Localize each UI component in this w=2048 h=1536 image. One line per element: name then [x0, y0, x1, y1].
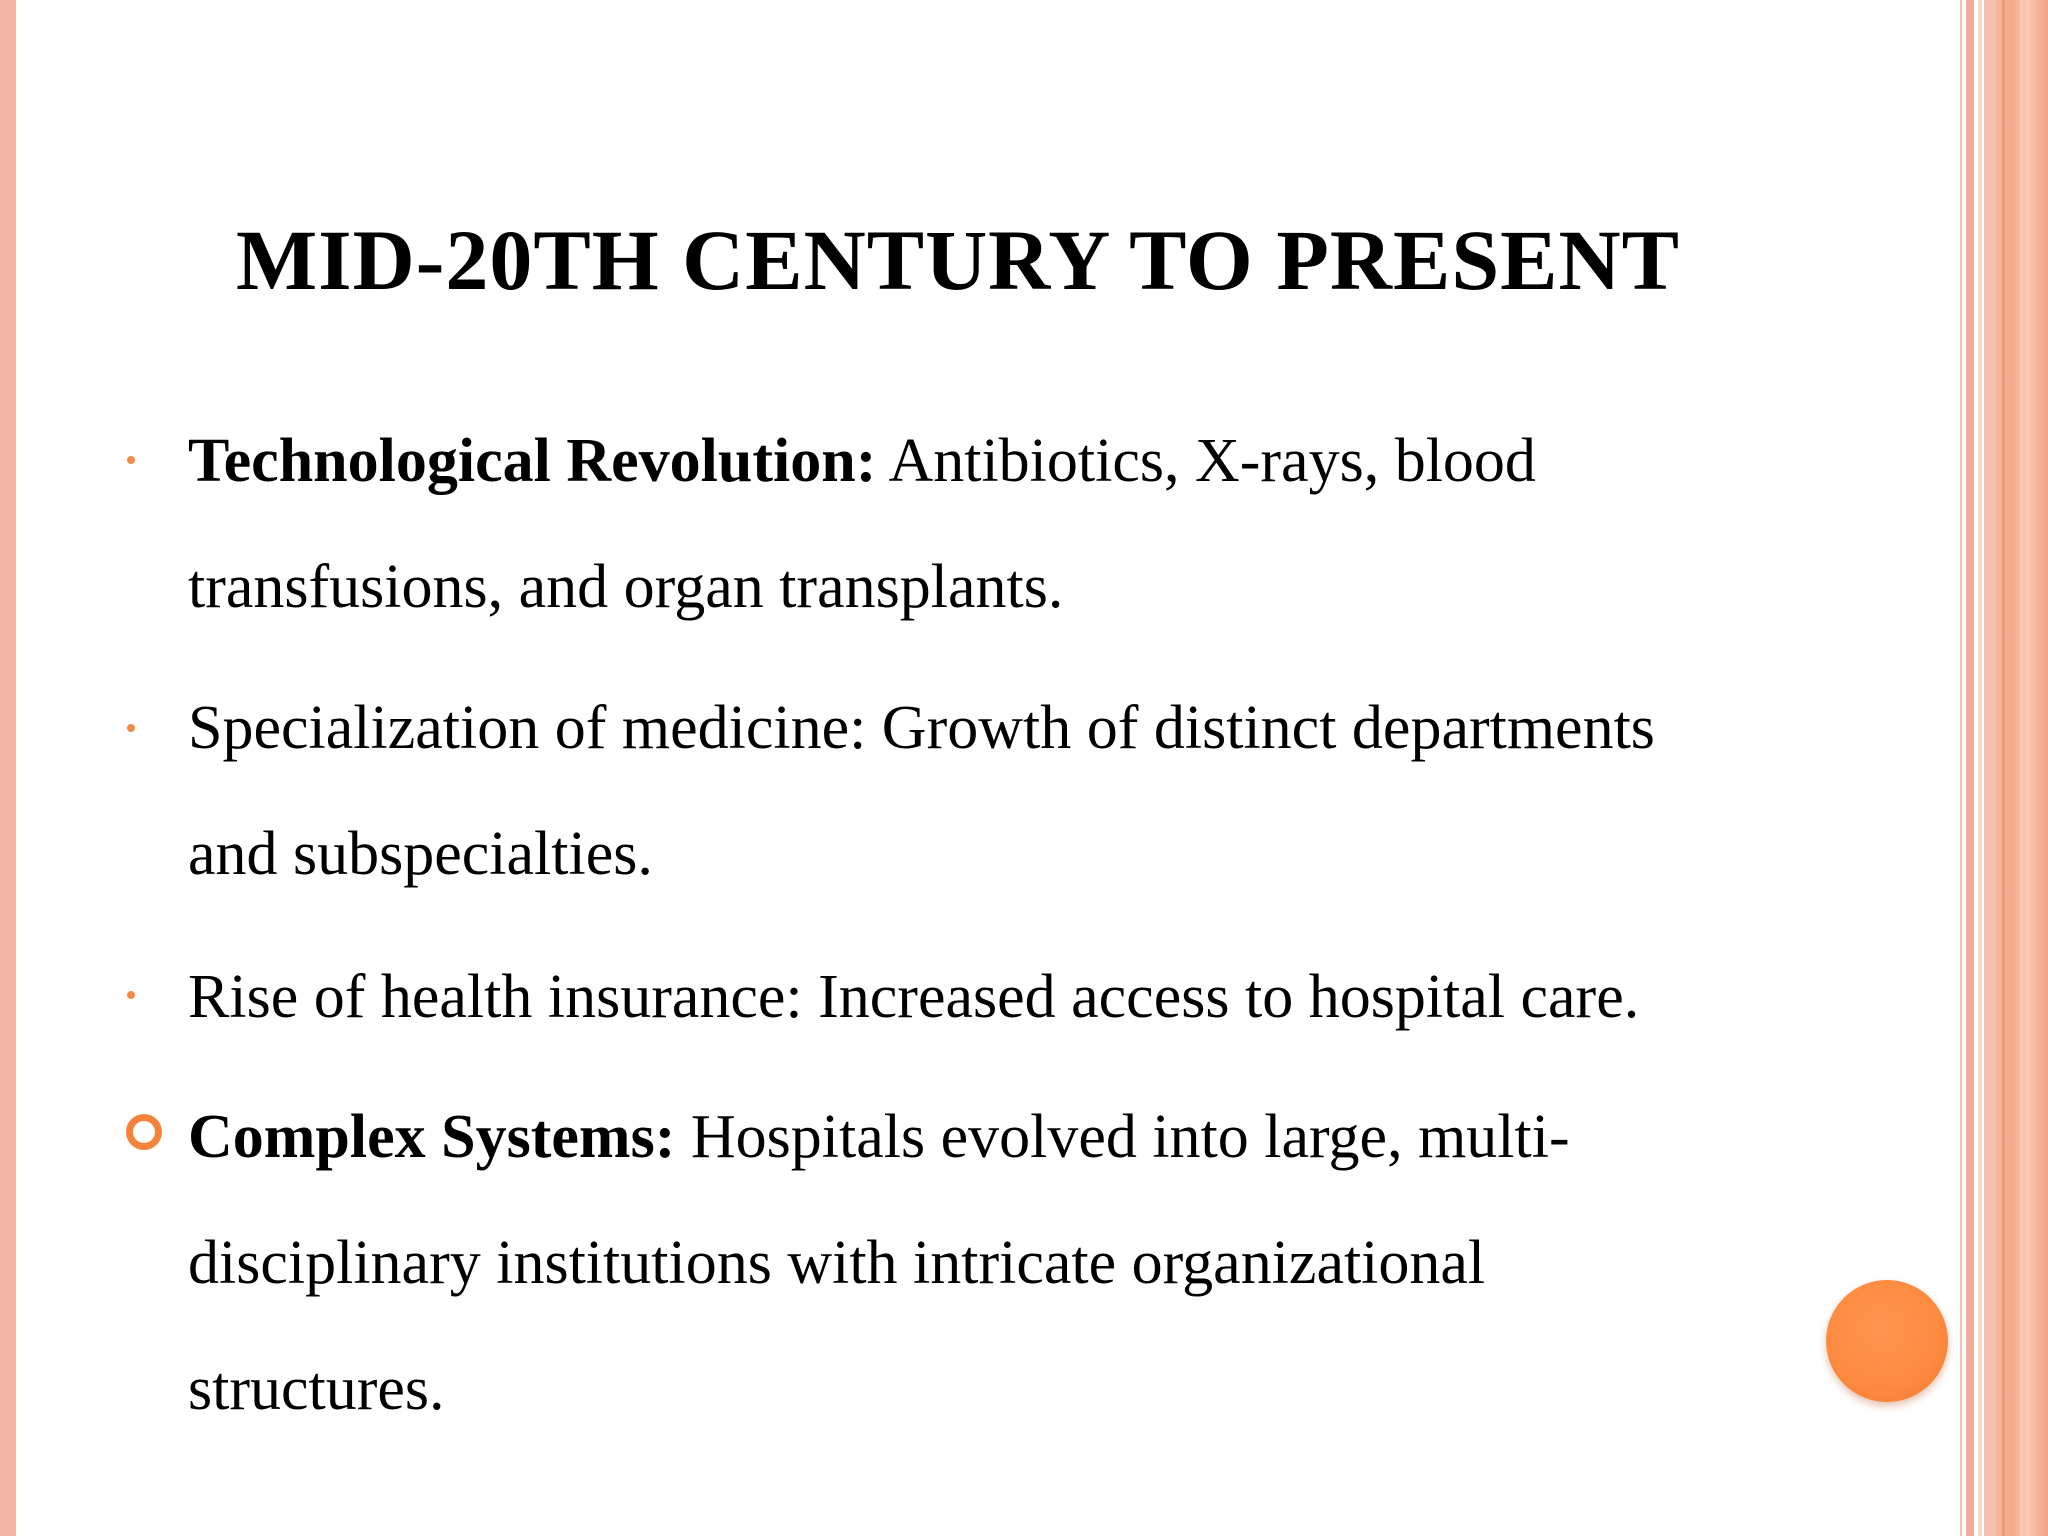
bullet-line: disciplinary institutions with intricate organizational	[188, 1229, 1486, 1297]
bullet-item-health-insurance	[188, 934, 1748, 1060]
bullet-bold-label: Technological Revolution:	[188, 427, 877, 495]
bullet-line	[188, 398, 1748, 524]
bullet-line	[188, 1074, 1748, 1200]
bullet-item-specialization	[188, 665, 1748, 917]
bullet-line: and subspecialties.	[188, 820, 653, 888]
small-dot-bullet-icon	[127, 724, 135, 732]
orange-circle-icon[interactable]	[1826, 1280, 1948, 1402]
slide-title: MID-20TH CENTURY TO PRESENT	[236, 212, 1680, 308]
small-dot-bullet-icon	[127, 991, 135, 999]
bullet-line: Rise of health insurance: Increased access to hospital care.	[188, 963, 1640, 1031]
bullet-bold-label: Complex Systems:	[188, 1103, 676, 1171]
small-dot-bullet-icon	[127, 456, 135, 464]
bullet-text: Hospitals evolved into large, multi-	[675, 1103, 1570, 1171]
ring-bullet-icon	[126, 1114, 162, 1150]
bullet-text: Antibiotics, X-rays, blood	[876, 427, 1536, 495]
bullet-line: Specialization of medicine: Growth of distinct departments	[188, 694, 1655, 762]
bullet-item-complex-systems	[188, 1074, 1748, 1452]
bullet-item-technological-revolution	[188, 398, 1748, 650]
bullet-line: structures.	[188, 1355, 445, 1423]
bullet-line: transfusions, and organ transplants.	[188, 553, 1064, 621]
